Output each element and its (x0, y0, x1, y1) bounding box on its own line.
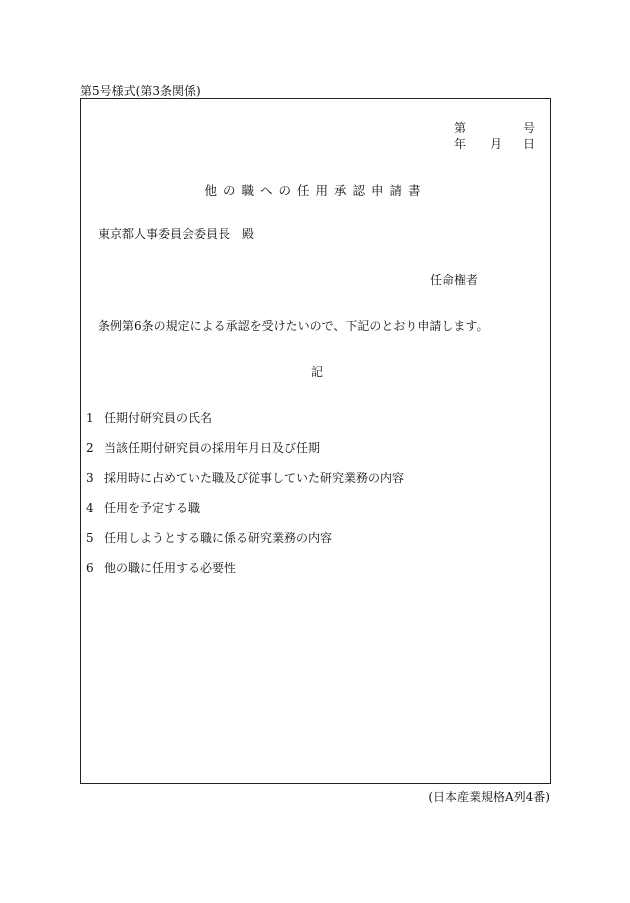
list-item (86, 439, 320, 456)
item-text: 任期付研究員の氏名 (104, 411, 213, 425)
item-number: 3 (86, 471, 94, 485)
item-text: 他の職に任用する必要性 (104, 561, 237, 575)
list-item (86, 409, 212, 426)
document-title: 他の職への任用承認申請書 (204, 183, 427, 198)
number-suffix: 号 (523, 121, 536, 135)
date-month: 月 (490, 137, 503, 151)
date-day: 日 (523, 137, 536, 151)
list-item (86, 499, 200, 516)
item-text: 任用しようとする職に係る研究業務の内容 (104, 531, 333, 545)
item-number: 1 (86, 411, 94, 425)
item-text: 採用時に占めていた職及び従事していた研究業務の内容 (104, 471, 405, 485)
item-text: 当該任期付研究員の採用年月日及び任期 (104, 441, 321, 455)
body-text: 条例第6条の規定による承認を受けたいので、下記のとおり申請します。 (98, 319, 489, 333)
ki-heading: 記 (311, 365, 324, 379)
list-item (86, 469, 404, 486)
item-number: 2 (86, 441, 94, 455)
item-text: 任用を予定する職 (104, 501, 201, 515)
application-form-frame (80, 98, 551, 784)
item-number: 5 (86, 531, 94, 545)
item-number: 6 (86, 561, 94, 575)
date-year: 年 (454, 137, 467, 151)
paper-size-note: (日本産業規格A列4番) (428, 790, 550, 804)
form-number-label: 第5号様式(第3条関係) (80, 84, 201, 98)
list-item (86, 529, 332, 546)
addressee: 東京都人事委員会委員長 殿 (98, 227, 255, 241)
appointer-label: 任命権者 (430, 273, 479, 287)
number-prefix: 第 (454, 121, 467, 135)
list-item (86, 559, 236, 576)
item-number: 4 (86, 501, 94, 515)
